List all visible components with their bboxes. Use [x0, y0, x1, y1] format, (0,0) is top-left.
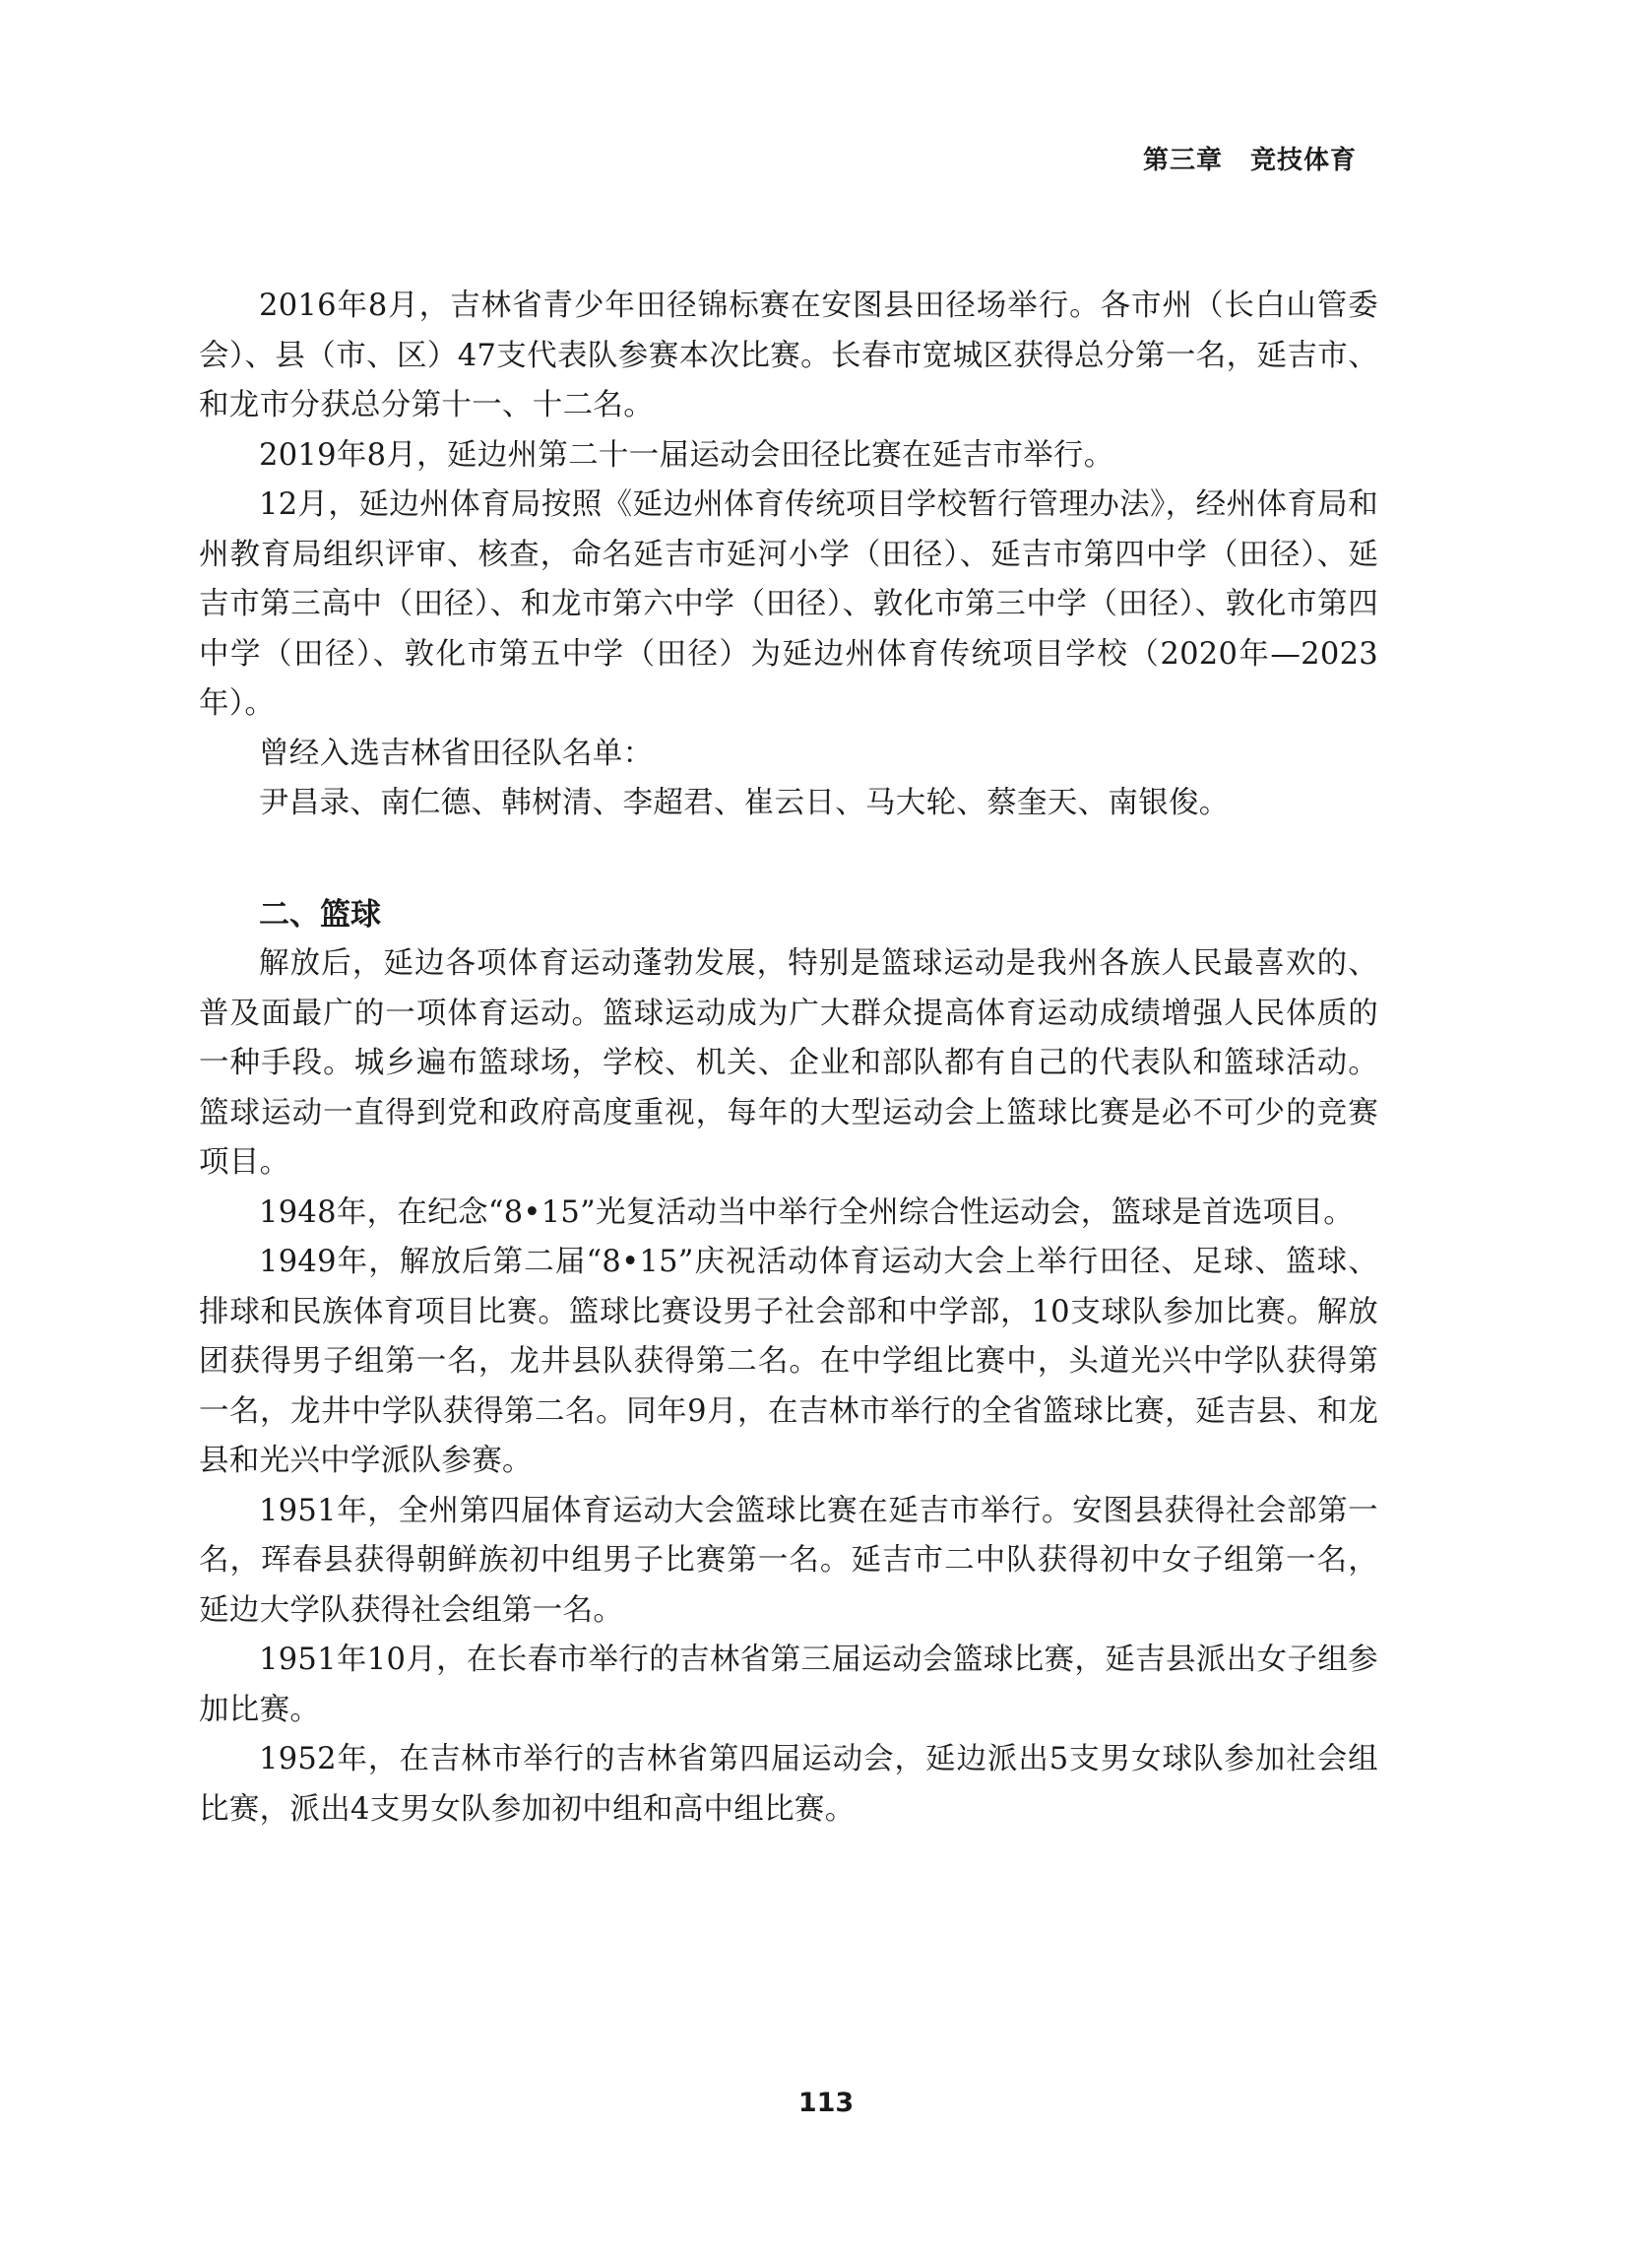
- running-header: [1143, 140, 1357, 176]
- paragraph: 1949年，解放后第二届“8•15”庆祝活动体育运动大会上举行田径、足球、篮球、排球和民族体育项目比赛。篮球比赛设男子社会部和中学部，10支球队参加比赛。解放团获得男子组第一名，龙井县队获得第二名。在中学组比赛中，头道光兴中学队获得第一名，龙井中学队获得第二名。同年9月，在吉林市举行的全省篮球比赛，延吉县、和龙县和光兴中学派队参赛。: [199, 1245, 1378, 1478]
- section-heading: 二、篮球: [259, 896, 381, 933]
- paragraph: 2019年8月，延边州第二十一届运动会田径比赛在延吉市举行。: [259, 437, 1114, 473]
- paragraph: 12月，延边州体育局按照《延边州体育传统项目学校暂行管理办法》，经州体育局和州教育局组织评审、核查，命名延吉市延河小学（田径）、延吉市第四中学（田径）、延吉市第三高中（田径）、和龙市第六中学（田径）、敦化市第三中学（田径）、敦化市第四中学（田径）、敦化市第五中学（田径）为延边州体育传统项目学校（2020年—2023年）。: [199, 487, 1378, 721]
- paragraph: 2016年8月，吉林省青少年田径锦标赛在安图县田径场举行。各市州（长白山管委会）、县（市、区）47支代表队参赛本次比赛。长春市宽城区获得总分第一名，延吉市、和龙市分获总分第十一、十二名。: [199, 289, 1378, 422]
- chapter-number: 第三章: [1142, 146, 1223, 175]
- page-number: 113: [797, 2088, 855, 2118]
- chapter-title: 竞技体育: [1249, 146, 1357, 175]
- paragraph: 1948年，在纪念“8•15”光复活动当中举行全州综合性运动会，篮球是首选项目。: [259, 1194, 1355, 1230]
- body-text: [199, 282, 1378, 1835]
- paragraph: 1952年，在吉林市举行的吉林省第四届运动会，延边派出5支男女球队参加社会组比赛，派出4支男女队参加初中组和高中组比赛。: [199, 1742, 1378, 1827]
- paragraph: 1951年10月，在长春市举行的吉林省第三届运动会篮球比赛，延吉县派出女子组参加比赛。: [199, 1643, 1378, 1727]
- paragraph: 解放后，延边各项体育运动蓬勃发展，特别是篮球运动是我州各族人民最喜欢的、普及面最广的一项体育运动。篮球运动成为广大群众提高体育运动成绩增强人民体质的一种手段。城乡遍布篮球场，学校、机关、企业和部队都有自己的代表队和篮球活动。篮球运动一直得到党和政府高度重视，每年的大型运动会上篮球比赛是必不可少的竞赛项目。: [199, 946, 1378, 1180]
- paragraph: 1951年，全州第四届体育运动大会篮球比赛在延吉市举行。安图县获得社会部第一名，珲春县获得朝鲜族初中组男子比赛第一名。延吉市二中队获得初中女子组第一名，延边大学队获得社会组第一名。: [199, 1493, 1378, 1628]
- paragraph: 曾经入选吉林省田径队名单：: [259, 736, 654, 771]
- paragraph: 尹昌录、南仁德、韩树清、李超君、崔云日、马大轮、蔡奎天、南银俊。: [259, 786, 1230, 820]
